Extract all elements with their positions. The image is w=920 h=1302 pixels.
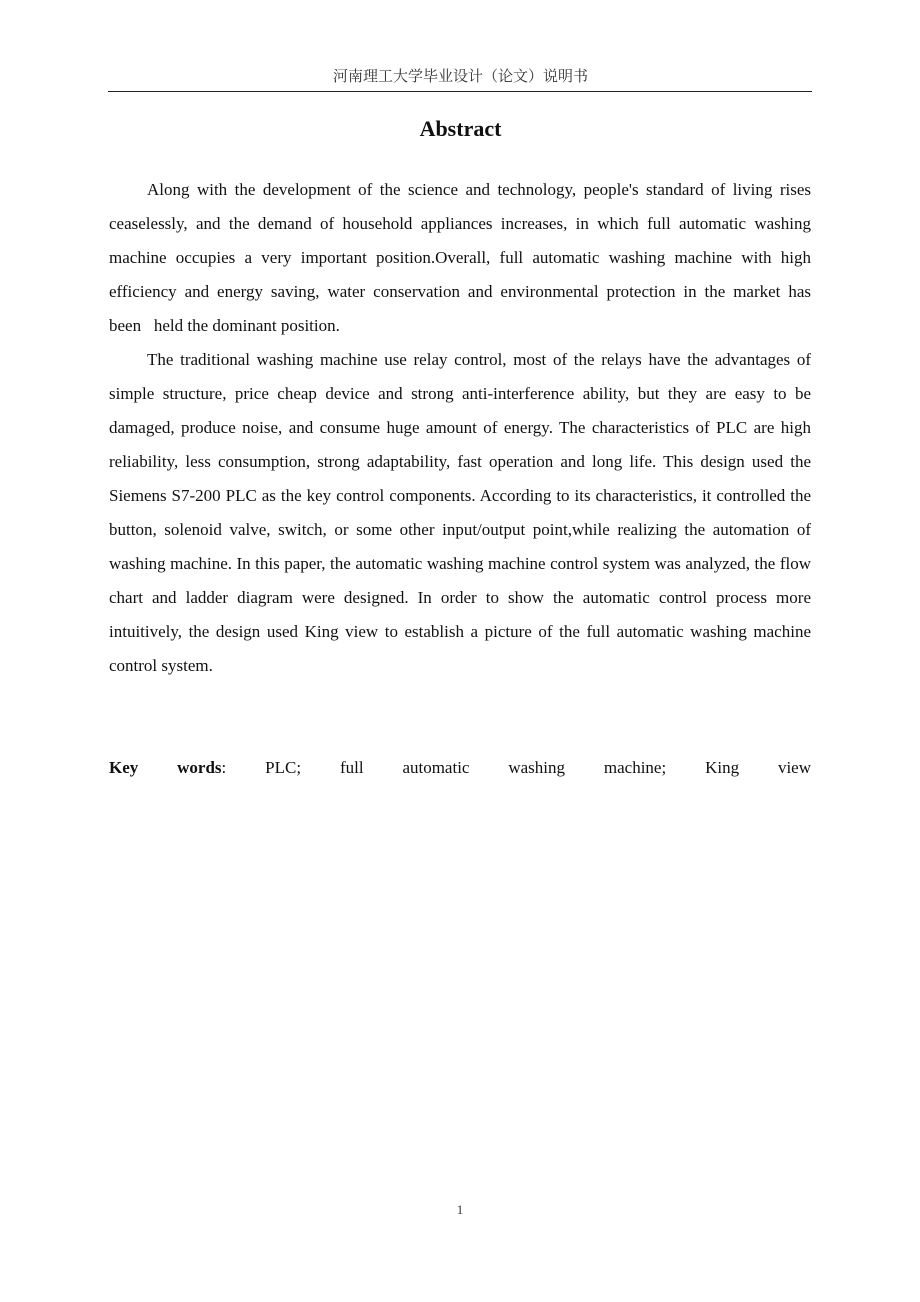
abstract-title: Abstract <box>419 116 502 141</box>
abstract-body <box>109 173 811 683</box>
keywords-line <box>109 751 811 785</box>
abstract-paragraph-2: The traditional washing machine use relay control, most of the relays have the advantages of simple structure, price cheap device and strong anti-interference ability, but they are easy to be damaged, produce noise, and consume huge amount of energy. The characteristics of PLC are high reliability, less consumption, strong adaptability, fast operation and long life. This design used the Siemens S7-200 PLC as the key control components. According to its characteristics, it controlled the button, solenoid valve, switch, or some other input/output point,while realizing the automation of washing machine. In this paper, the automatic washing machine control system was analyzed, the flow chart and ladder diagram were designed. In order to show the automatic control process more intuitively, the design used King view to establish a picture of the full automatic washing machine control system. <box>109 350 811 675</box>
abstract-paragraph-1: Along with the development of the science and technology, people's standard of living rises ceaselessly, and the demand of household appliances increases, in which full automatic washing machine occupies a very important position.Overall, full automatic washing machine with high efficiency and energy saving, water conservation and environmental protection in the market has been held the dominant position. <box>109 180 811 335</box>
header-rule <box>108 91 812 92</box>
page-number: 1 <box>456 1202 464 1217</box>
keywords-separator: : <box>221 758 227 777</box>
keywords-text: PLC; full automatic washing machine; King view <box>265 758 811 777</box>
running-header: 河南理工大学毕业设计（论文）说明书 <box>332 67 588 85</box>
keywords-label: Key words <box>109 758 222 777</box>
